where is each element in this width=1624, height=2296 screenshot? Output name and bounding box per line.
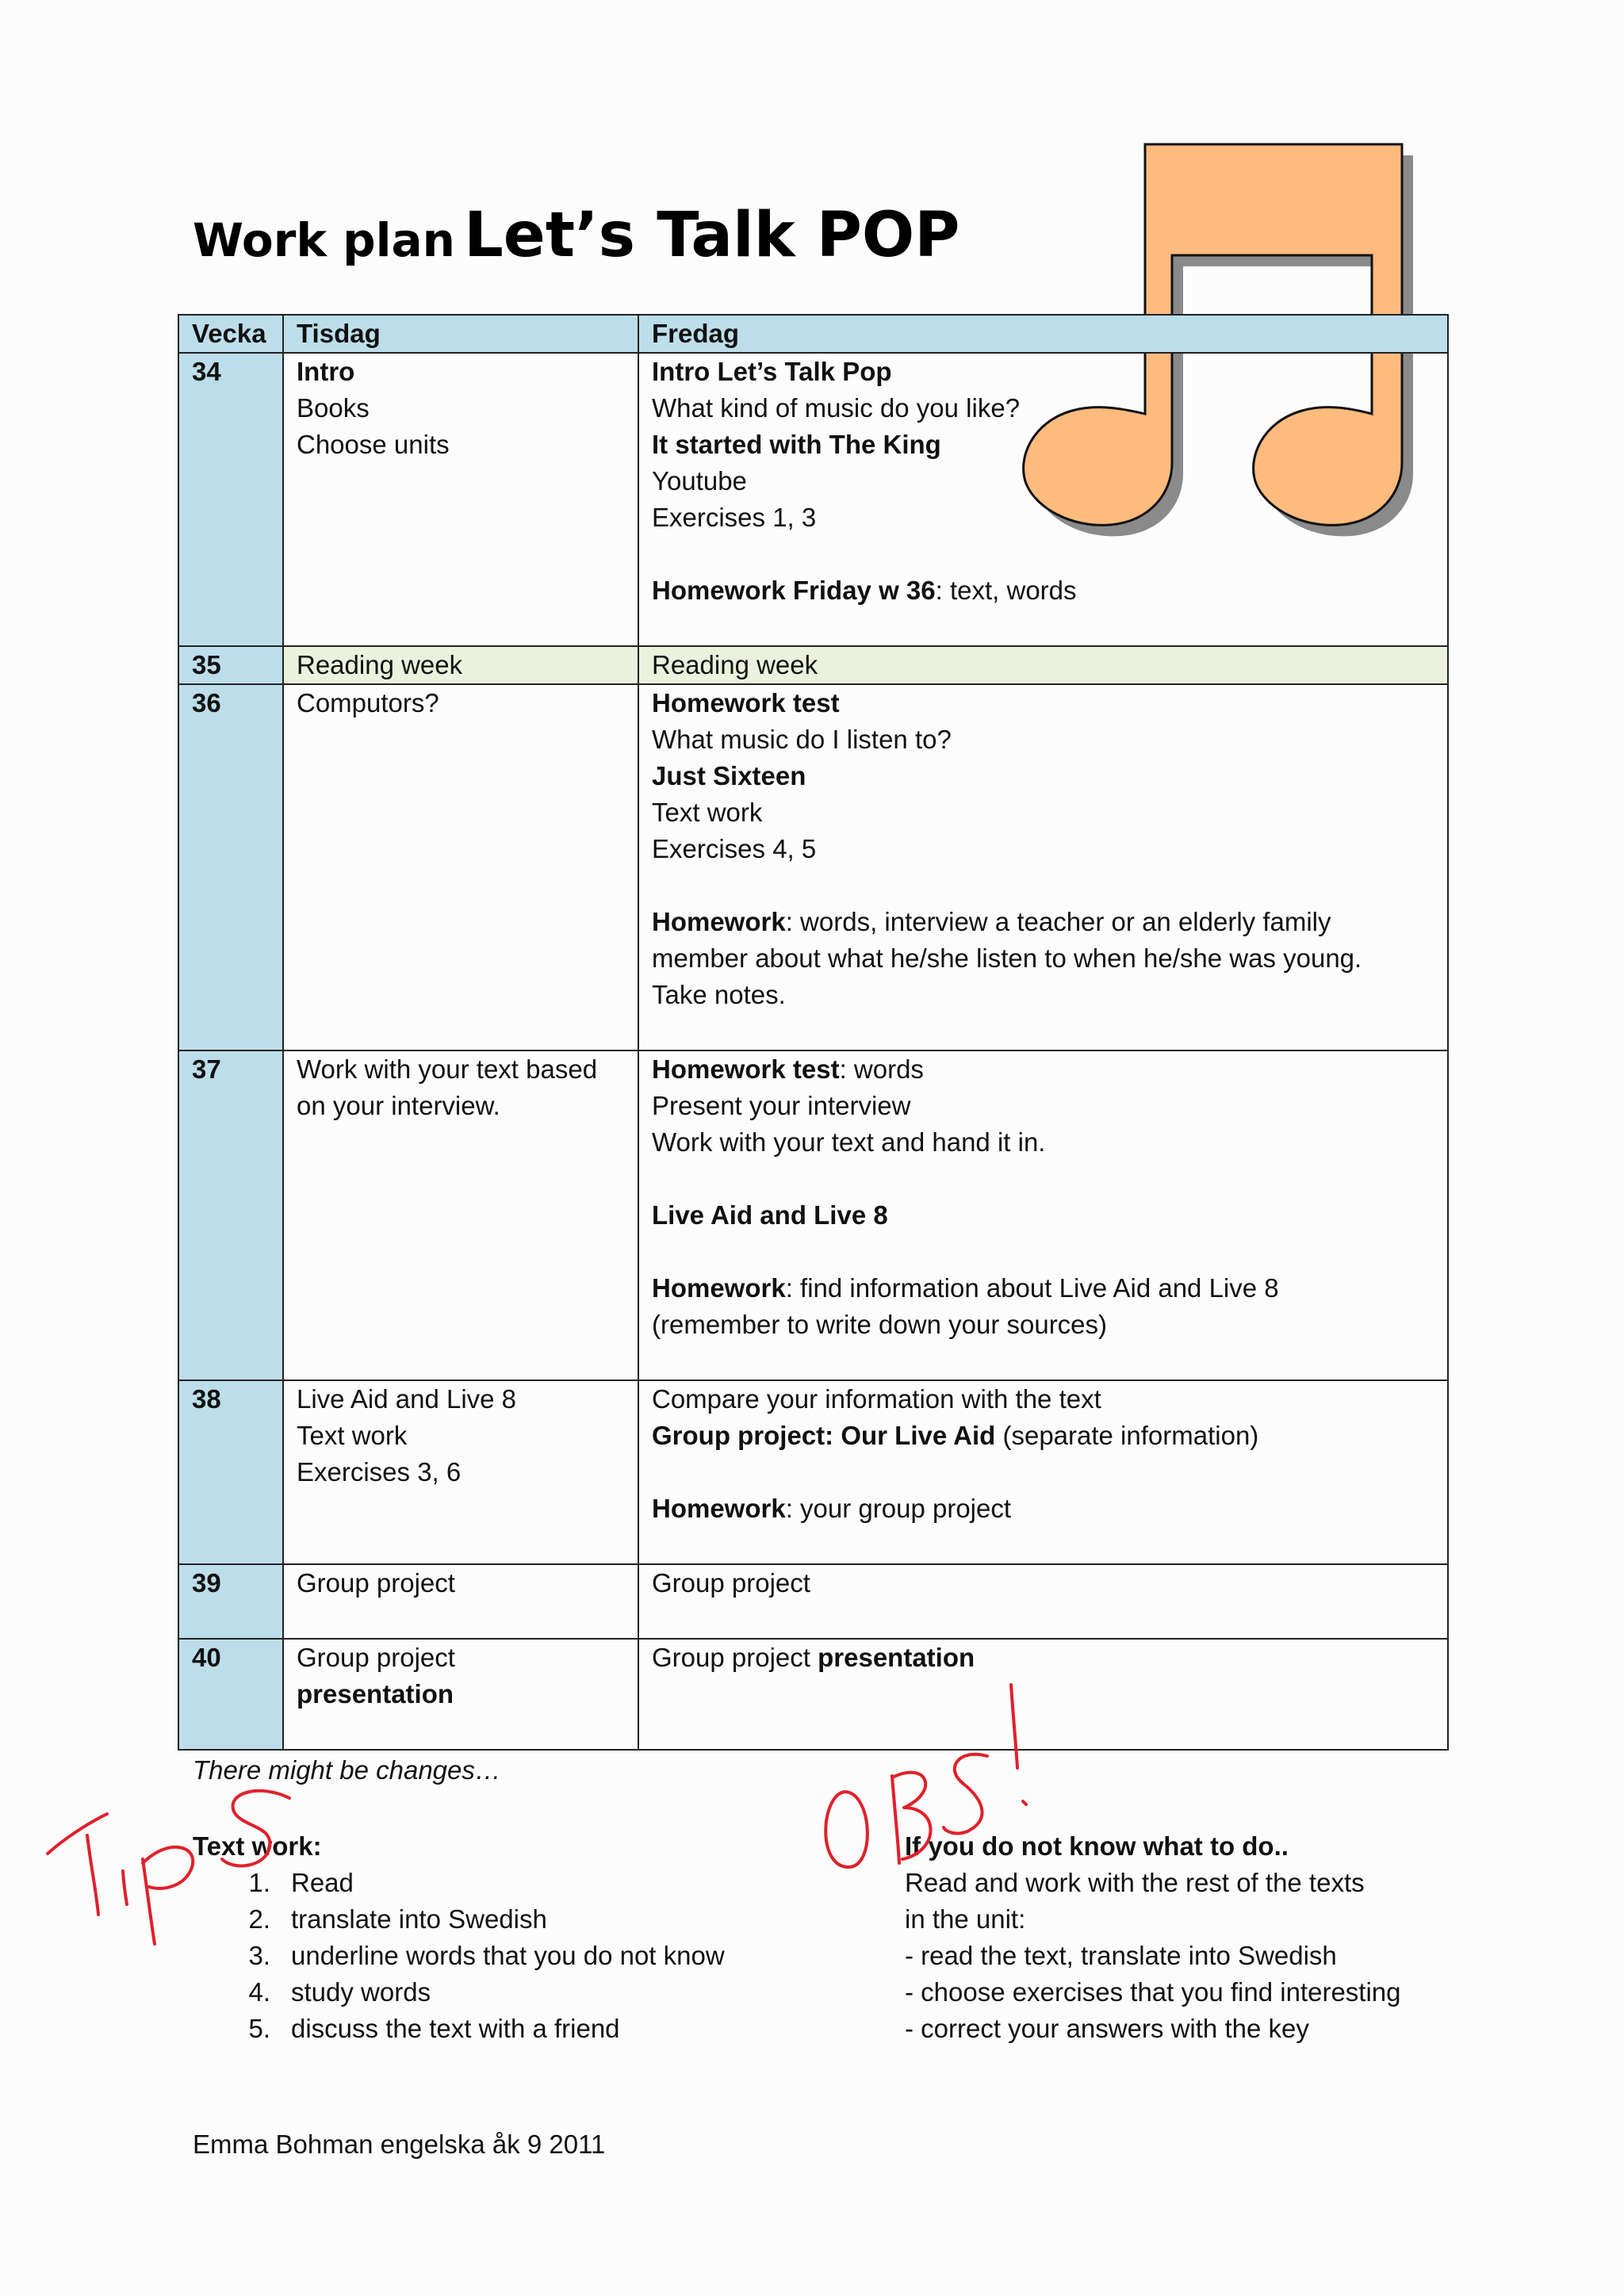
table-row bbox=[178, 1050, 1448, 1380]
table-row bbox=[178, 1564, 1448, 1639]
bold-text: presentation bbox=[297, 1679, 454, 1709]
week-number: 37 bbox=[178, 1050, 283, 1380]
text-run: What music do I listen to? bbox=[652, 725, 952, 754]
bold-text: Homework test bbox=[652, 688, 840, 718]
cell-line bbox=[652, 1343, 1434, 1380]
cell-line bbox=[652, 1234, 1434, 1270]
if-not-lines bbox=[905, 1865, 1401, 2047]
cell-line bbox=[652, 1161, 1434, 1197]
text-run: Text work bbox=[297, 1421, 408, 1450]
cell-line bbox=[652, 685, 1434, 721]
bold-text: It started with The King bbox=[652, 430, 941, 459]
bold-text: Homework Friday w 36 bbox=[652, 576, 936, 605]
tuesday-cell bbox=[283, 1380, 638, 1564]
text-run: Group project bbox=[652, 1568, 810, 1598]
cell-line bbox=[652, 1051, 1434, 1088]
list-text: study words bbox=[291, 1977, 431, 2007]
tuesday-cell bbox=[283, 1564, 638, 1639]
cell-line bbox=[297, 685, 625, 721]
text-run: Youtube bbox=[652, 466, 747, 496]
cell-line bbox=[652, 572, 1434, 609]
cell-line bbox=[297, 390, 625, 427]
table-row bbox=[178, 353, 1448, 646]
cell-line bbox=[652, 536, 1434, 572]
bold-text: Homework test bbox=[652, 1054, 840, 1084]
header-friday: Fredag bbox=[638, 315, 1448, 353]
week-number: 36 bbox=[178, 684, 283, 1050]
text-run: : words bbox=[839, 1054, 924, 1084]
cell-line bbox=[652, 499, 1434, 536]
friday-cell bbox=[638, 1380, 1448, 1564]
text-run: Group project bbox=[652, 1643, 818, 1672]
text-run: Computors? bbox=[297, 688, 439, 718]
tuesday-cell bbox=[283, 684, 638, 1050]
text-run: : find information about Live Aid and Live 8 bbox=[785, 1273, 1279, 1303]
if-not-line: - correct your answers with the key bbox=[905, 2014, 1309, 2043]
list-number: 3. bbox=[248, 1941, 270, 1970]
text-run: on your interview. bbox=[297, 1091, 500, 1120]
if-not-heading: If you do not know what to do.. bbox=[905, 1831, 1289, 1861]
cell-line bbox=[297, 1381, 625, 1418]
cell-line bbox=[652, 354, 1434, 390]
cell-line bbox=[652, 794, 1434, 831]
cell-line bbox=[652, 1270, 1434, 1307]
week-number: 38 bbox=[178, 1380, 283, 1564]
text-run: Work with your text based bbox=[297, 1054, 598, 1084]
changes-note: There might be changes… bbox=[193, 1755, 501, 1785]
cell-line bbox=[652, 831, 1434, 867]
cell-line bbox=[297, 354, 625, 390]
header-tuesday: Tisdag bbox=[283, 315, 638, 353]
header-week: Vecka bbox=[178, 315, 283, 353]
cell-line bbox=[297, 1418, 625, 1454]
text-run: Group project bbox=[297, 1643, 455, 1672]
cell-line bbox=[297, 1454, 625, 1490]
cell-line bbox=[297, 1640, 625, 1676]
table-row bbox=[178, 1639, 1448, 1750]
text-run: Text work bbox=[652, 798, 763, 827]
if-not-line: Read and work with the rest of the texts bbox=[905, 1868, 1365, 1897]
list-item bbox=[193, 1974, 725, 2011]
tuesday-cell bbox=[283, 1639, 638, 1750]
cell-line bbox=[297, 1676, 625, 1712]
table-header-row bbox=[178, 315, 1448, 353]
cell-line bbox=[652, 1490, 1434, 1527]
table-body bbox=[178, 353, 1448, 1750]
friday-cell bbox=[638, 1564, 1448, 1639]
table-row bbox=[178, 646, 1448, 684]
list-text: Read bbox=[291, 1868, 354, 1897]
text-work-list bbox=[193, 1865, 725, 2047]
bold-text: Live Aid and Live 8 bbox=[652, 1200, 888, 1230]
cell-line bbox=[652, 1676, 1434, 1712]
friday-cell bbox=[638, 646, 1448, 684]
week-number: 39 bbox=[178, 1564, 283, 1639]
text-work-heading: Text work: bbox=[193, 1831, 322, 1861]
cell-line bbox=[652, 1307, 1434, 1343]
cell-line bbox=[652, 609, 1434, 645]
bold-text: Homework bbox=[652, 1494, 786, 1523]
cell-line bbox=[652, 904, 1434, 940]
text-run: Group project bbox=[297, 1568, 455, 1598]
list-item bbox=[193, 1938, 725, 1974]
bold-text: Homework bbox=[652, 1273, 786, 1303]
cell-line bbox=[652, 867, 1434, 904]
table-row bbox=[178, 1380, 1448, 1564]
cell-line bbox=[652, 1418, 1434, 1454]
cell-line bbox=[652, 1712, 1434, 1749]
if-not-line: - choose exercises that you find interesting bbox=[905, 1977, 1401, 2007]
cell-line bbox=[652, 721, 1434, 758]
text-run: : text, words bbox=[935, 576, 1077, 605]
title-prefix: Work plan bbox=[193, 213, 455, 267]
cell-line bbox=[297, 1051, 625, 1088]
list-item bbox=[193, 2011, 725, 2047]
if-not-line: - read the text, translate into Swedish bbox=[905, 1941, 1337, 1970]
cell-line bbox=[652, 1527, 1434, 1563]
friday-cell bbox=[638, 684, 1448, 1050]
table-row bbox=[178, 684, 1448, 1050]
text-run: Live Aid and Live 8 bbox=[297, 1384, 517, 1414]
text-run: Work with your text and hand it in. bbox=[652, 1127, 1046, 1157]
list-text: underline words that you do not know bbox=[291, 1941, 725, 1970]
week-number: 35 bbox=[178, 646, 283, 684]
cell-line bbox=[297, 647, 625, 683]
text-run: Reading week bbox=[297, 650, 463, 679]
cell-line bbox=[652, 647, 1434, 683]
cell-line bbox=[297, 427, 625, 463]
cell-line bbox=[652, 390, 1434, 427]
cell-line bbox=[652, 977, 1434, 1013]
tuesday-cell bbox=[283, 1050, 638, 1380]
list-number: 2. bbox=[248, 1904, 270, 1934]
cell-line bbox=[652, 1381, 1434, 1418]
text-run: Reading week bbox=[652, 650, 818, 679]
cell-line bbox=[652, 1565, 1434, 1601]
cell-line bbox=[652, 1013, 1434, 1050]
cell-line bbox=[652, 1088, 1434, 1124]
title-main: Let’s Talk POP bbox=[464, 200, 960, 271]
text-run: Present your interview bbox=[652, 1091, 911, 1120]
if-not-section bbox=[905, 1828, 1401, 2047]
list-number: 5. bbox=[248, 2014, 270, 2043]
bold-text: Intro Let’s Talk Pop bbox=[652, 357, 892, 386]
work-plan-table bbox=[178, 314, 1449, 1751]
bold-text: presentation bbox=[818, 1643, 975, 1672]
text-run: : words, interview a teacher or an elderly family bbox=[785, 907, 1331, 936]
text-run: Compare your information with the text bbox=[652, 1384, 1101, 1414]
text-run: (remember to write down your sources) bbox=[652, 1310, 1108, 1339]
text-work-section bbox=[193, 1828, 725, 2047]
bold-text: Intro bbox=[297, 357, 355, 386]
cell-line bbox=[652, 1454, 1434, 1490]
cell-line bbox=[297, 1601, 625, 1638]
cell-line bbox=[652, 940, 1434, 977]
friday-cell bbox=[638, 353, 1448, 646]
list-number: 4. bbox=[248, 1977, 270, 2007]
cell-line bbox=[652, 463, 1434, 499]
list-item bbox=[193, 1865, 725, 1901]
cell-line bbox=[652, 1640, 1434, 1676]
text-run: Take notes. bbox=[652, 980, 786, 1009]
bold-text: Group project: Our Live Aid bbox=[652, 1421, 996, 1450]
text-run: : your group project bbox=[785, 1494, 1012, 1523]
list-text: discuss the text with a friend bbox=[291, 2014, 620, 2043]
text-run: Books bbox=[297, 393, 370, 423]
cell-line bbox=[297, 1565, 625, 1601]
list-text: translate into Swedish bbox=[291, 1904, 547, 1934]
bold-text: Just Sixteen bbox=[652, 761, 806, 790]
text-run: (separate information) bbox=[995, 1421, 1259, 1450]
cell-line bbox=[652, 758, 1434, 794]
text-run: Exercises 1, 3 bbox=[652, 503, 817, 532]
friday-cell bbox=[638, 1639, 1448, 1750]
text-run: What kind of music do you like? bbox=[652, 393, 1021, 423]
cell-line bbox=[652, 427, 1434, 463]
cell-line bbox=[297, 1712, 625, 1749]
friday-cell bbox=[638, 1050, 1448, 1380]
cell-line bbox=[297, 1088, 625, 1124]
text-run: member about what he/she listen to when he/she was young. bbox=[652, 943, 1362, 973]
week-number: 40 bbox=[178, 1639, 283, 1750]
tuesday-cell bbox=[283, 353, 638, 646]
text-run: Exercises 4, 5 bbox=[652, 834, 817, 863]
text-run: Choose units bbox=[297, 430, 450, 459]
cell-line bbox=[652, 1197, 1434, 1234]
week-number: 34 bbox=[178, 353, 283, 646]
list-number: 1. bbox=[248, 1868, 270, 1897]
text-run: Exercises 3, 6 bbox=[297, 1457, 462, 1487]
bold-text: Homework bbox=[652, 907, 786, 936]
list-item bbox=[193, 1901, 725, 1938]
if-not-line: in the unit: bbox=[905, 1904, 1026, 1934]
cell-line bbox=[652, 1601, 1434, 1638]
footer-author: Emma Bohman engelska åk 9 2011 bbox=[193, 2130, 606, 2159]
tuesday-cell bbox=[283, 646, 638, 684]
page-title bbox=[193, 200, 959, 271]
cell-line bbox=[652, 1124, 1434, 1161]
